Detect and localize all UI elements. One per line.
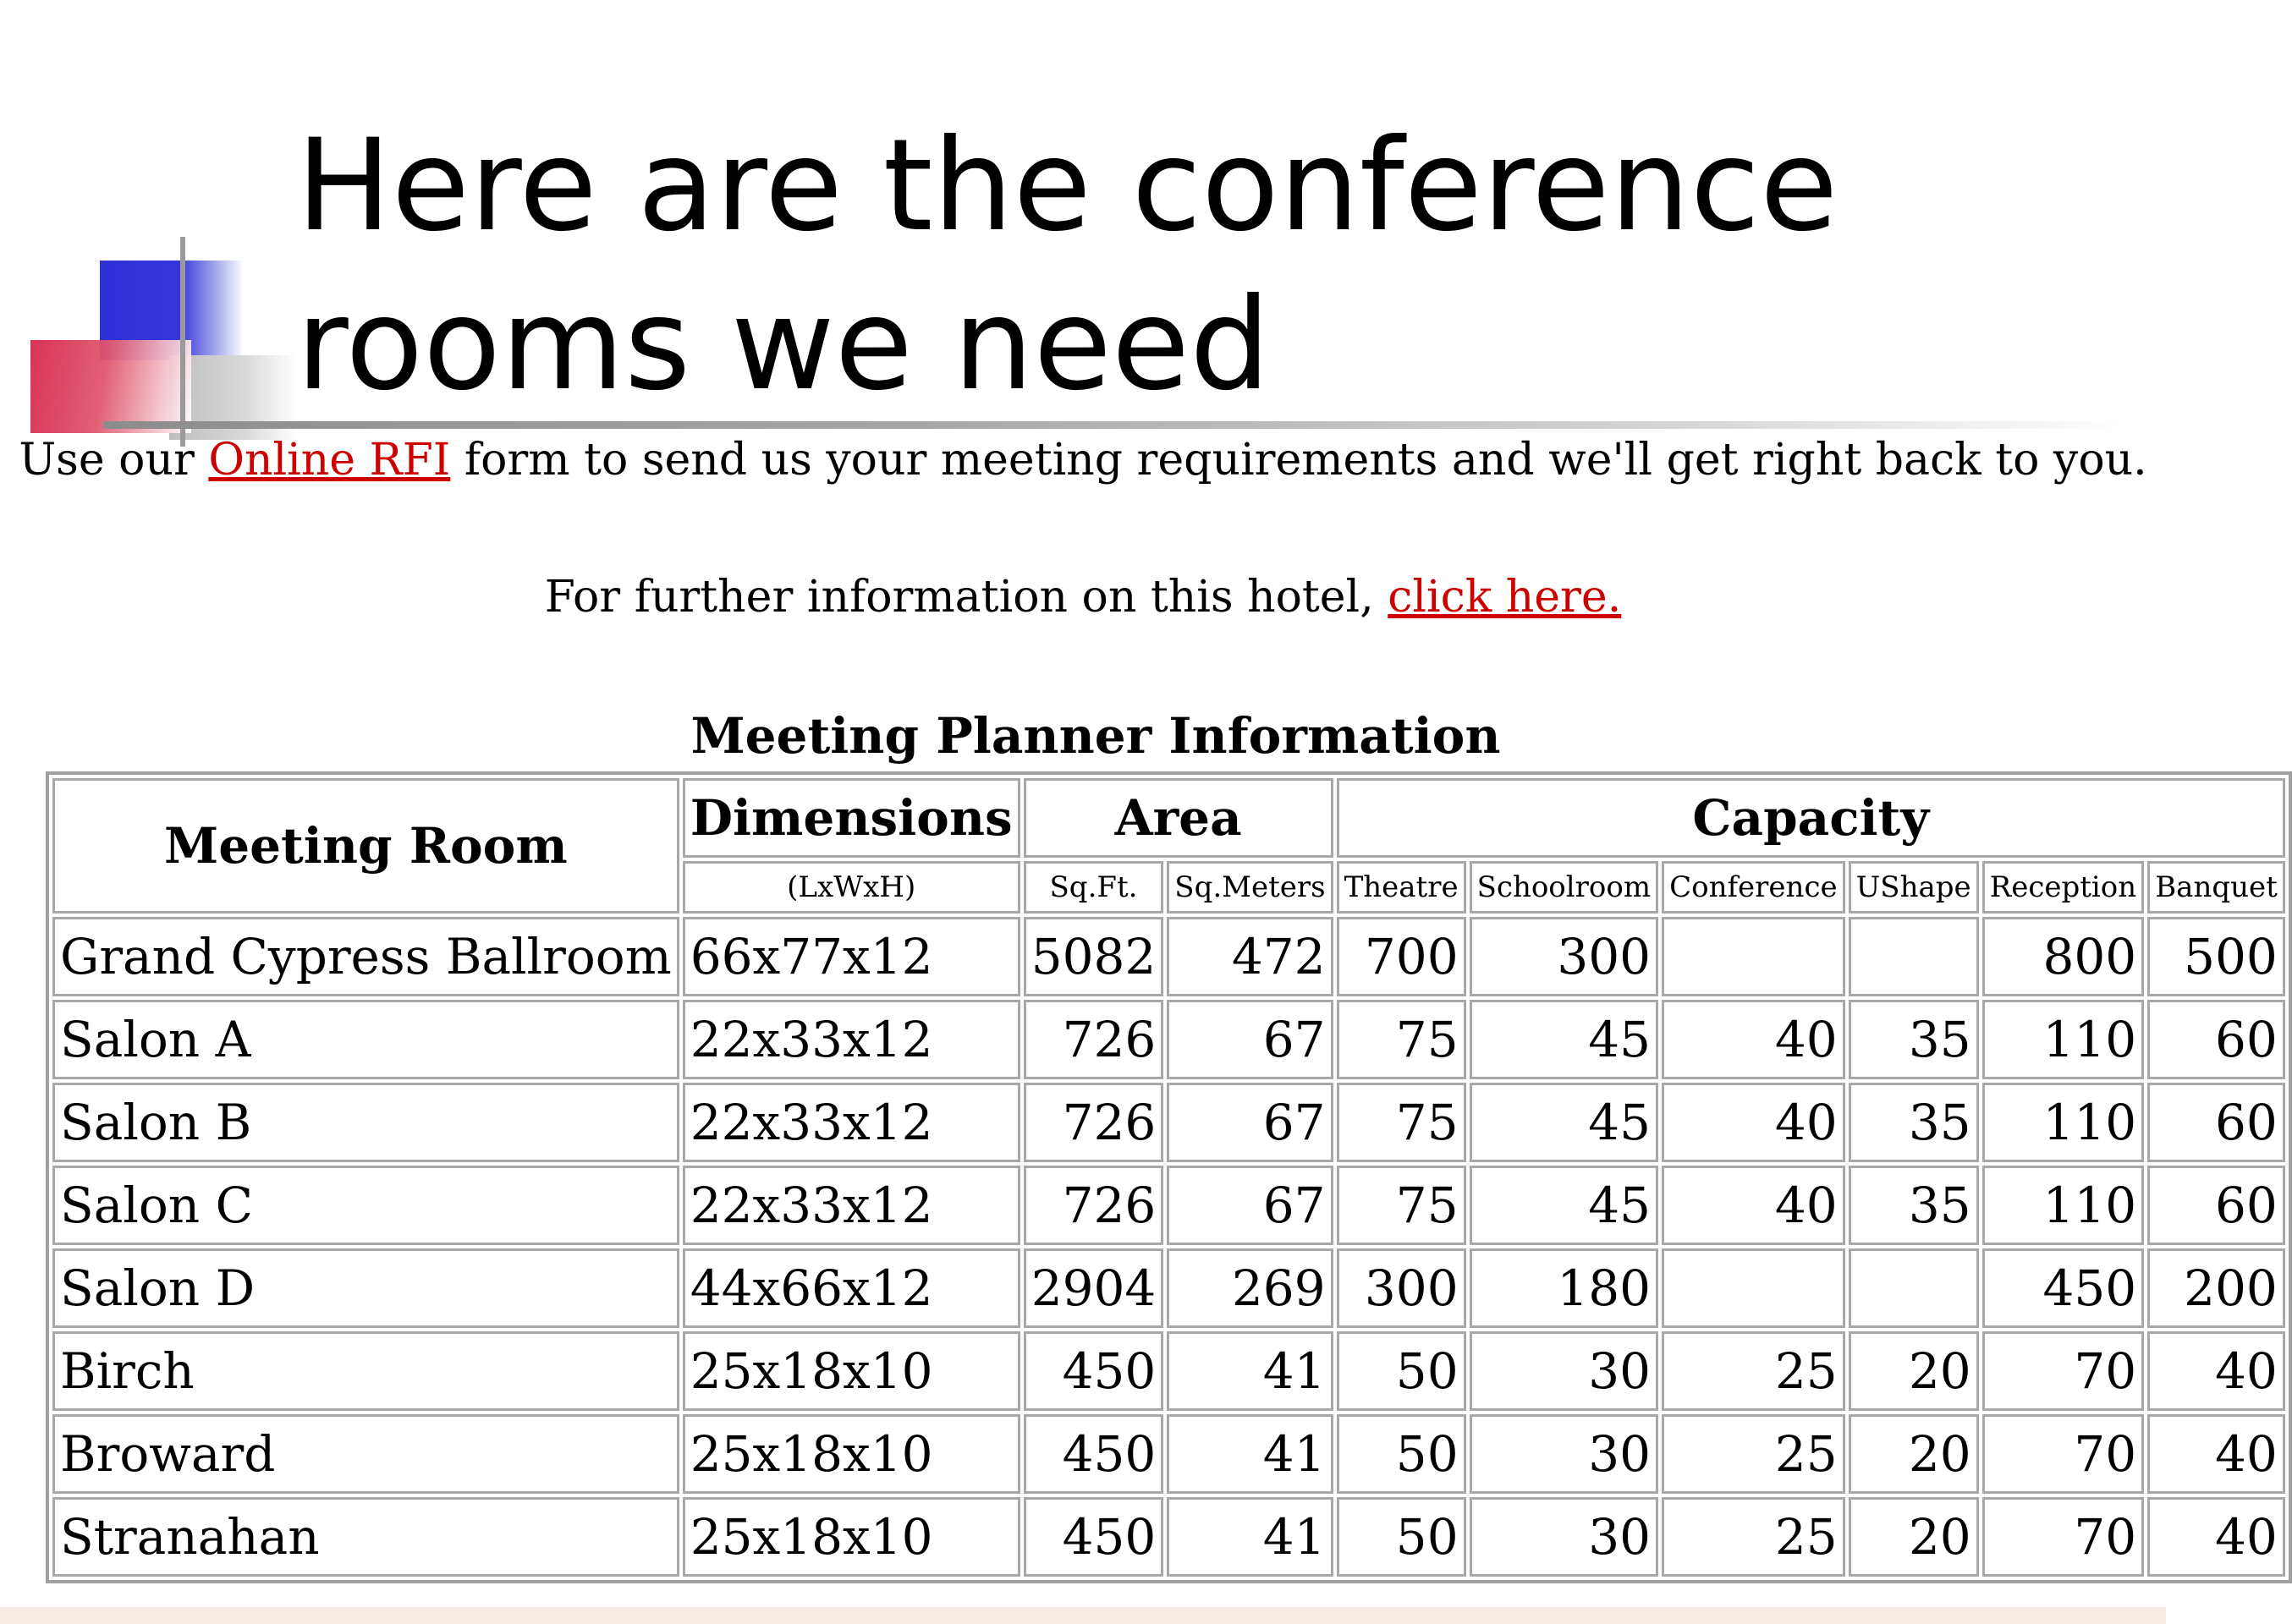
header-dimensions: Dimensions [683, 778, 1020, 858]
cell-schoolroom: 45 [1470, 1166, 1658, 1245]
header-schoolroom: Schoolroom [1470, 861, 1658, 914]
decor-red-square [30, 340, 191, 433]
cell-theatre: 50 [1337, 1414, 1466, 1494]
cell-room-name: Grand Cypress Ballroom [52, 917, 679, 996]
cell-reception: 70 [1982, 1414, 2145, 1494]
slide-title-line1: Here are the conference [296, 112, 1839, 260]
cell-sqm: 67 [1167, 1166, 1333, 1245]
cell-ushape: 20 [1849, 1414, 1979, 1494]
cell-sqft: 726 [1024, 1166, 1164, 1245]
header-sqm: Sq.Meters [1167, 861, 1333, 914]
slide-title-line2: rooms we need [296, 272, 1271, 419]
table-header-row [52, 778, 2285, 858]
cell-banquet: 60 [2147, 1000, 2285, 1079]
cell-sqft: 5082 [1024, 917, 1164, 996]
cell-banquet: 200 [2147, 1248, 2285, 1328]
cell-sqft: 450 [1024, 1414, 1164, 1494]
meeting-planner-table-container [46, 771, 2278, 1609]
header-meeting-room: Meeting Room [52, 778, 679, 914]
cell-room-name: Salon C [52, 1166, 679, 1245]
header-banquet: Banquet [2147, 861, 2285, 914]
header-sqft: Sq.Ft. [1024, 861, 1164, 914]
intro-rfi-text [0, 435, 2166, 486]
cell-theatre: 300 [1337, 1248, 1466, 1328]
intro-hotel-text [0, 572, 2166, 623]
table-row [52, 1497, 2285, 1577]
cell-room-name: Stranahan [52, 1497, 679, 1577]
cell-banquet: 500 [2147, 917, 2285, 996]
cell-theatre: 75 [1337, 1166, 1466, 1245]
header-ushape: UShape [1849, 861, 1979, 914]
cell-sqm: 269 [1167, 1248, 1333, 1328]
table-row [52, 1166, 2285, 1245]
cell-conference [1662, 1248, 1845, 1328]
cell-banquet: 40 [2147, 1414, 2285, 1494]
table-body [52, 917, 2285, 1577]
cell-theatre: 700 [1337, 917, 1466, 996]
cell-sqft: 2904 [1024, 1248, 1164, 1328]
cell-schoolroom: 45 [1470, 1083, 1658, 1162]
cell-schoolroom: 180 [1470, 1248, 1658, 1328]
cell-conference: 25 [1662, 1497, 1845, 1577]
cell-dimensions: 25x18x10 [683, 1497, 1020, 1577]
table-row [52, 1000, 2285, 1079]
cell-sqm: 41 [1167, 1331, 1333, 1411]
cell-reception: 110 [1982, 1000, 2145, 1079]
cell-dimensions: 25x18x10 [683, 1414, 1020, 1494]
table-row [52, 1331, 2285, 1411]
cell-dimensions: 22x33x12 [683, 1166, 1020, 1245]
cell-schoolroom: 300 [1470, 917, 1658, 996]
slide-title [296, 107, 2073, 425]
intro-rfi-prefix: Use our [19, 435, 209, 486]
cell-sqm: 67 [1167, 1083, 1333, 1162]
cell-schoolroom: 30 [1470, 1414, 1658, 1494]
cell-ushape: 35 [1849, 1083, 1979, 1162]
cell-sqm: 67 [1167, 1000, 1333, 1079]
cell-conference: 25 [1662, 1414, 1845, 1494]
cell-reception: 70 [1982, 1331, 2145, 1411]
header-dimensions-sub: (LxWxH) [683, 861, 1020, 914]
cell-reception: 70 [1982, 1497, 2145, 1577]
cell-sqm: 41 [1167, 1497, 1333, 1577]
cell-sqm: 472 [1167, 917, 1333, 996]
cell-banquet: 40 [2147, 1331, 2285, 1411]
cell-dimensions: 25x18x10 [683, 1331, 1020, 1411]
cell-sqm: 41 [1167, 1414, 1333, 1494]
cell-schoolroom: 30 [1470, 1331, 1658, 1411]
hotel-info-link[interactable]: click here. [1388, 572, 1622, 623]
cell-sqft: 726 [1024, 1083, 1164, 1162]
cell-banquet: 40 [2147, 1497, 2285, 1577]
cell-dimensions: 66x77x12 [683, 917, 1020, 996]
cell-theatre: 50 [1337, 1331, 1466, 1411]
header-capacity: Capacity [1337, 778, 2285, 858]
cell-sqft: 450 [1024, 1331, 1164, 1411]
cell-ushape [1849, 917, 1979, 996]
table-caption: Meeting Planner Information [690, 707, 1501, 765]
cell-reception: 450 [1982, 1248, 2145, 1328]
online-rfi-link[interactable]: Online RFI [208, 435, 451, 486]
cell-conference: 40 [1662, 1166, 1845, 1245]
cell-ushape: 35 [1849, 1000, 1979, 1079]
cell-banquet: 60 [2147, 1166, 2285, 1245]
cell-room-name: Birch [52, 1331, 679, 1411]
cell-dimensions: 22x33x12 [683, 1083, 1020, 1162]
cell-theatre: 75 [1337, 1000, 1466, 1079]
cell-schoolroom: 30 [1470, 1497, 1658, 1577]
meeting-planner-table [46, 771, 2292, 1583]
cell-ushape [1849, 1248, 1979, 1328]
cell-dimensions: 44x66x12 [683, 1248, 1020, 1328]
cell-conference [1662, 917, 1845, 996]
header-conference: Conference [1662, 861, 1845, 914]
cell-room-name: Salon D [52, 1248, 679, 1328]
cell-dimensions: 22x33x12 [683, 1000, 1020, 1079]
table-row [52, 917, 2285, 996]
cell-conference: 40 [1662, 1083, 1845, 1162]
intro-rfi-suffix: form to send us your meeting requirements and we'll get right back to you. [450, 435, 2147, 486]
cell-room-name: Salon B [52, 1083, 679, 1162]
cell-conference: 40 [1662, 1000, 1845, 1079]
cell-ushape: 20 [1849, 1331, 1979, 1411]
cell-ushape: 20 [1849, 1497, 1979, 1577]
cell-reception: 110 [1982, 1166, 2145, 1245]
cell-sqft: 450 [1024, 1497, 1164, 1577]
header-reception: Reception [1982, 861, 2145, 914]
table-row [52, 1248, 2285, 1328]
cell-room-name: Salon A [52, 1000, 679, 1079]
cell-theatre: 75 [1337, 1083, 1466, 1162]
decor-vertical-line [180, 237, 185, 447]
header-area: Area [1024, 778, 1333, 858]
table-row [52, 1083, 2285, 1162]
slide-bottom-strip [0, 1607, 2166, 1624]
cell-ushape: 35 [1849, 1166, 1979, 1245]
cell-schoolroom: 45 [1470, 1000, 1658, 1079]
cell-sqft: 726 [1024, 1000, 1164, 1079]
cell-room-name: Broward [52, 1414, 679, 1494]
cell-theatre: 50 [1337, 1497, 1466, 1577]
table-row [52, 1414, 2285, 1494]
header-theatre: Theatre [1337, 861, 1466, 914]
cell-banquet: 60 [2147, 1083, 2285, 1162]
cell-reception: 110 [1982, 1083, 2145, 1162]
cell-conference: 25 [1662, 1331, 1845, 1411]
cell-reception: 800 [1982, 917, 2145, 996]
intro-hotel-prefix: For further information on this hotel, [544, 572, 1388, 623]
